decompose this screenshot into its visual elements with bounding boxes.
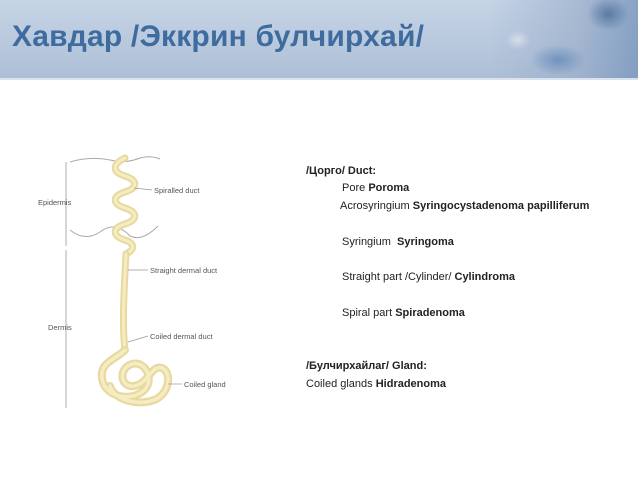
duct-item-acrosyringium (340, 200, 589, 212)
duct-part: Pore (342, 182, 366, 194)
duct-tumor: Poroma (368, 182, 410, 194)
duct-part: Acrosyringium (340, 200, 410, 212)
duct-tumor: Syringocystadenoma papilliferum (412, 200, 590, 212)
leader-coiled-duct (128, 336, 148, 342)
duct-part: Spiral part (342, 307, 393, 319)
duct-item-syringium (342, 236, 454, 248)
gland-tumor: Hidradenoma (375, 378, 447, 390)
duct-item-pore (342, 182, 409, 194)
label-straight-dermal-duct: Straight dermal duct (150, 266, 218, 275)
gland-part: Coiled glands (306, 378, 373, 390)
duct-tumor: Syringoma (397, 236, 454, 248)
header-divider (0, 78, 638, 80)
duct-tumor: Spiradenoma (395, 307, 465, 319)
leader-spiralled (134, 188, 152, 190)
header-band (0, 0, 638, 78)
duct-tumor: Cylindroma (454, 271, 516, 283)
diagram-svg (30, 150, 280, 415)
header-photo (488, 0, 638, 78)
gland-heading: /Булчирхайлаг/ Gland: (306, 360, 427, 372)
label-coiled-dermal-duct: Coiled dermal duct (150, 332, 213, 341)
label-coiled-gland: Coiled gland (184, 380, 226, 389)
duct-item-spiral-part (342, 307, 465, 319)
duct-heading: /Цорго/ Duct: (306, 165, 377, 177)
slide-title: Хавдар /Эккрин булчирхай/ (12, 20, 425, 53)
duct-part: Syringium (342, 236, 391, 248)
duct-part: Straight part /Cylinder/ (342, 271, 452, 283)
gland-item-coiled (306, 378, 446, 390)
label-epidermis: Epidermis (38, 198, 72, 207)
label-dermis: Dermis (48, 323, 72, 332)
duct-item-straight-part (342, 271, 515, 283)
eccrine-gland-diagram (30, 150, 280, 415)
label-spiralled-duct: Spiralled duct (154, 186, 200, 195)
